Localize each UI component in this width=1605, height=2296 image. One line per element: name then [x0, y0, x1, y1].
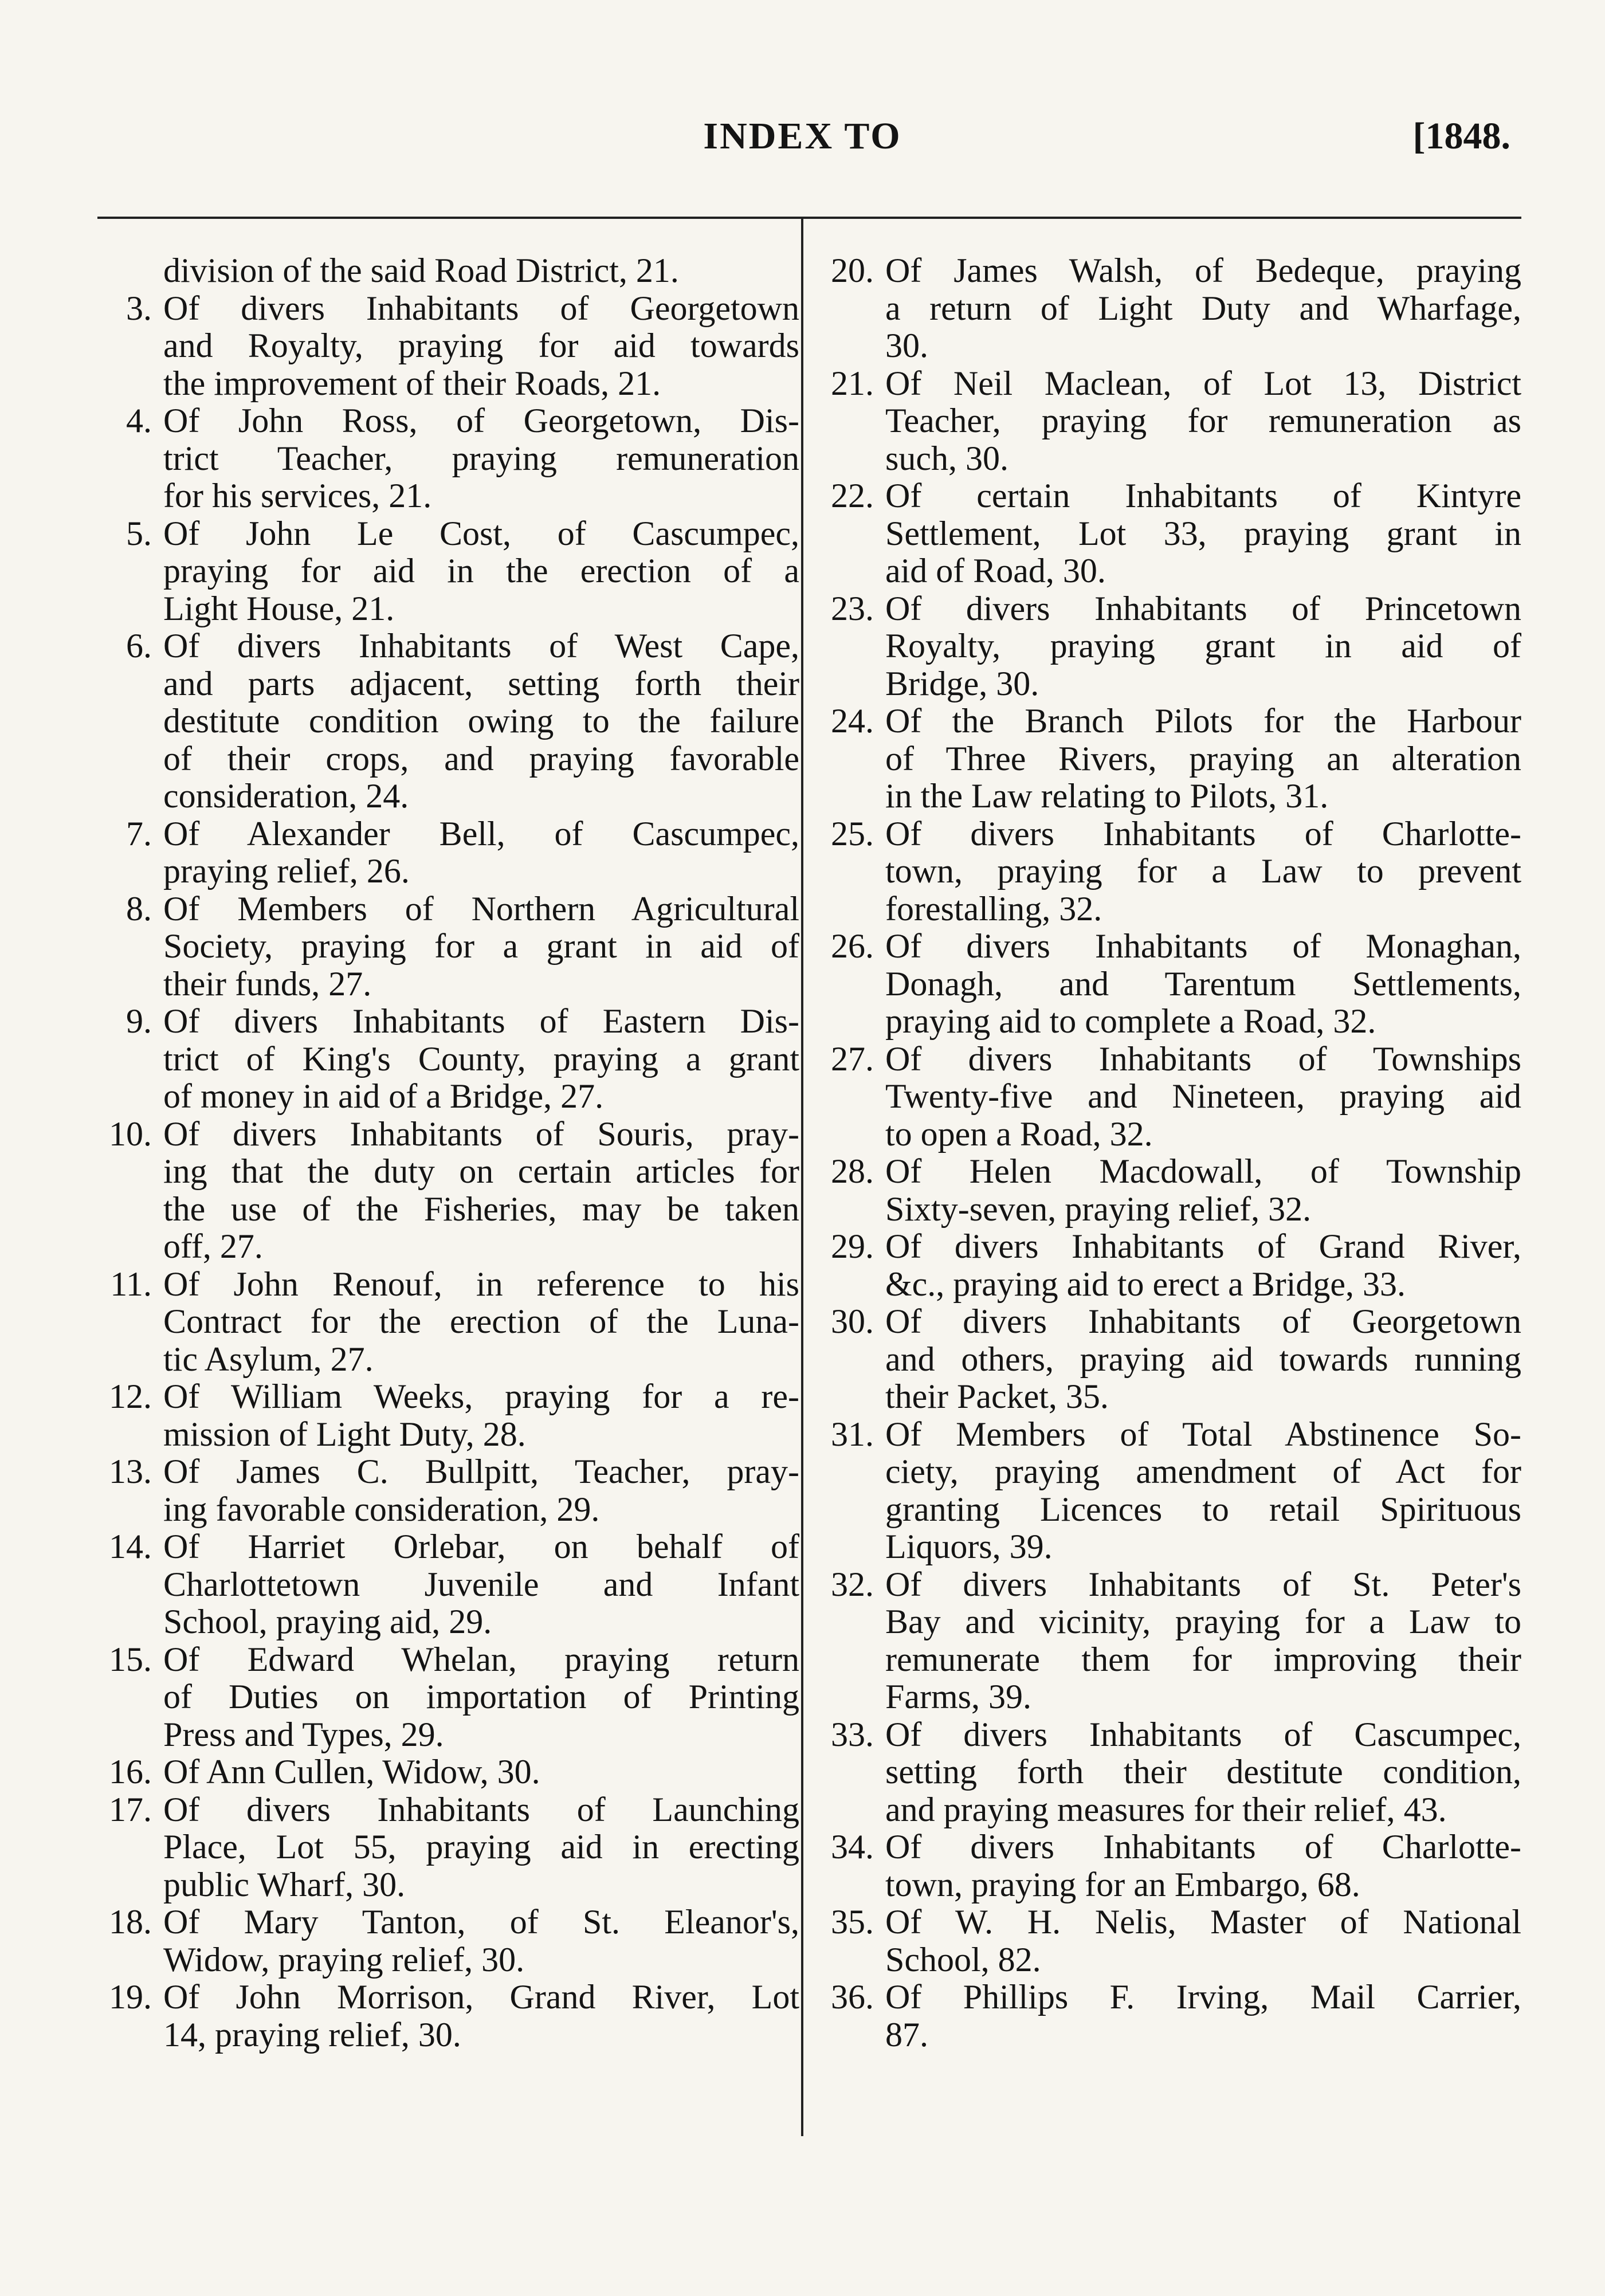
entry-line: ing that the duty on certain articles for [163, 1152, 799, 1190]
entry-line: for his services, 21. [163, 477, 432, 515]
entry-line: Of divers Inhabitants of Georgetown [885, 1302, 1521, 1340]
entry-line: the improvement of their Roads, 21. [163, 364, 661, 402]
entry-line: tic Asylum, 27. [163, 1340, 374, 1378]
entry-number: 15. [109, 1640, 152, 1678]
entry-line: Twenty-five and Nineteen, praying aid [885, 1077, 1521, 1115]
entry-number: 32. [831, 1565, 874, 1603]
entry-number: 19. [109, 1978, 152, 2016]
entry-number: 27. [831, 1039, 874, 1078]
index-entry [126, 289, 799, 403]
entry-line: their funds, 27. [163, 964, 372, 1003]
index-entry [831, 814, 1521, 928]
entry-line: Of Helen Macdowall, of Township [885, 1152, 1521, 1190]
entry-line: Of Members of Northern Agricultural [163, 889, 799, 928]
index-entry [831, 1828, 1521, 1903]
index-entry [831, 1978, 1521, 2054]
entry-number: 20. [831, 252, 874, 289]
entry-line: Of divers Inhabitants of Charlotte- [885, 814, 1521, 853]
index-entry [109, 1753, 799, 1791]
index-entry [109, 1978, 799, 2054]
entry-line: public Wharf, 30. [163, 1865, 406, 1903]
entry-line: Of divers Inhabitants of Grand River, [885, 1227, 1521, 1265]
entry-line: Of Harriet Orlebar, on behalf of [163, 1528, 799, 1565]
entry-number: 4. [126, 402, 152, 439]
entry-line: Bay and vicinity, praying for a Law to [885, 1603, 1521, 1640]
entry-number: 9. [126, 1002, 152, 1040]
entry-line: Of W. H. Nelis, Master of National [885, 1903, 1521, 1941]
entry-line: Of Phillips F. Irving, Mail Carrier, [885, 1978, 1521, 2016]
entry-line: Of John Le Cost, of Cascumpec, [163, 514, 799, 552]
entry-line: Of Alexander Bell, of Cascumpec, [163, 814, 799, 853]
entry-number: 3. [126, 289, 152, 327]
entry-line: Of divers Inhabitants of West Cape, [163, 627, 799, 665]
index-entry [109, 1790, 799, 1904]
index-entry [831, 589, 1521, 703]
continued-entry [163, 252, 799, 290]
index-entry [831, 252, 1521, 365]
index-entry [831, 1565, 1521, 1716]
entry-line: Of divers Inhabitants of Cascumpec, [885, 1715, 1521, 1753]
entry-line: setting forth their destitute condition, [885, 1753, 1521, 1791]
right-column [831, 252, 1521, 2054]
entry-number: 17. [109, 1790, 152, 1828]
entry-line: praying relief, 26. [163, 852, 410, 890]
entry-line: Liquors, 39. [885, 1528, 1053, 1565]
entry-number: 24. [831, 702, 874, 740]
entry-number: 14. [109, 1528, 152, 1565]
entry-line: Of divers Inhabitants of Princetown [885, 589, 1521, 627]
entry-number: 8. [126, 889, 152, 928]
entry-number: 25. [831, 814, 874, 853]
index-entry [831, 927, 1521, 1041]
page-header [0, 115, 1605, 166]
entry-line: Of William Weeks, praying for a re- [163, 1377, 799, 1415]
entry-number: 29. [831, 1227, 874, 1265]
entry-line: Of divers Inhabitants of Monaghan, [885, 927, 1521, 965]
entry-line: and parts adjacent, setting forth their [163, 664, 799, 702]
entry-number: 22. [831, 477, 874, 515]
entry-line: their Packet, 35. [885, 1377, 1109, 1415]
left-column [109, 252, 799, 2054]
entry-line: town, praying for an Embargo, 68. [885, 1865, 1360, 1903]
entry-line: trict of King's County, praying a grant [163, 1039, 799, 1078]
column-divider [801, 217, 803, 2136]
index-entry [831, 1903, 1521, 1979]
entry-line: to open a Road, 32. [885, 1114, 1153, 1153]
index-entry [831, 1302, 1521, 1416]
entry-line: Society, praying for a grant in aid of [163, 927, 799, 965]
entry-line: Donagh, and Tarentum Settlements, [885, 964, 1521, 1003]
entry-line: praying aid to complete a Road, 32. [885, 1002, 1376, 1040]
entry-line: off, 27. [163, 1227, 263, 1265]
entry-line: forestalling, 32. [885, 889, 1102, 928]
entry-number: 36. [831, 1978, 874, 2016]
entry-line: the use of the Fisheries, may be taken [163, 1190, 799, 1228]
index-entry [126, 514, 799, 628]
entry-line: Of Members of Total Abstinence So- [885, 1415, 1521, 1453]
entry-line: ciety, praying amendment of Act for [885, 1453, 1521, 1490]
entry-line: Of the Branch Pilots for the Harbour [885, 702, 1521, 740]
entry-line: a return of Light Duty and Wharfage, [885, 289, 1521, 327]
index-entry [109, 1453, 799, 1528]
page-title: INDEX TO [703, 115, 902, 157]
entry-line: Contract for the erection of the Luna- [163, 1302, 799, 1340]
entry-line: 14, praying relief, 30. [163, 2015, 461, 2054]
index-entry [109, 1640, 799, 1754]
entry-line: Place, Lot 55, praying aid in erecting [163, 1828, 799, 1866]
entry-number: 23. [831, 589, 874, 627]
index-entry [831, 1039, 1521, 1153]
entry-line: Teacher, praying for remuneration as [885, 402, 1521, 439]
entry-line: Press and Types, 29. [163, 1715, 444, 1753]
index-entry [110, 1265, 799, 1379]
entry-line: Of certain Inhabitants of Kintyre [885, 477, 1521, 515]
entry-number: 16. [109, 1753, 152, 1791]
entry-number: 26. [831, 927, 874, 965]
index-entry [126, 814, 799, 890]
entry-line: Of Ann Cullen, Widow, 30. [163, 1753, 540, 1791]
page-year: [1848. [1412, 115, 1510, 157]
entry-line: remunerate them for improving their [885, 1640, 1521, 1678]
entry-line: Of John Ross, of Georgetown, Dis- [163, 402, 799, 439]
entry-line: Of John Morrison, Grand River, Lot [163, 1978, 799, 2016]
entry-line: Of divers Inhabitants of Townships [885, 1039, 1521, 1078]
index-entry [109, 1903, 799, 1979]
entry-line: Farms, 39. [885, 1678, 1031, 1716]
entry-line: mission of Light Duty, 28. [163, 1415, 526, 1453]
index-entry [126, 402, 799, 515]
entry-line: granting Licences to retail Spirituous [885, 1490, 1521, 1528]
entry-line: Sixty-seven, praying relief, 32. [885, 1190, 1312, 1228]
index-entry [126, 889, 799, 1003]
index-entry [126, 1002, 799, 1116]
entry-line: Of James Walsh, of Bedeque, praying [885, 252, 1521, 289]
entry-line: &c., praying aid to erect a Bridge, 33. [885, 1265, 1406, 1303]
index-entry [109, 1377, 799, 1453]
entry-line: Of Mary Tanton, of St. Eleanor's, [163, 1903, 799, 1941]
entry-number: 10. [109, 1114, 152, 1153]
entry-line: division of the said Road District, 21. [163, 252, 679, 289]
entry-line: such, 30. [885, 439, 1008, 477]
entry-number: 5. [126, 514, 152, 552]
entry-line: of Duties on importation of Printing [163, 1678, 799, 1716]
index-entry [831, 1227, 1521, 1303]
index-entry [109, 1528, 799, 1641]
entry-line: Of divers Inhabitants of Charlotte- [885, 1828, 1521, 1866]
entry-line: Of divers Inhabitants of Souris, pray- [163, 1114, 799, 1153]
entry-number: 21. [831, 364, 874, 402]
entry-line: Widow, praying relief, 30. [163, 1940, 525, 1979]
entry-line: Light House, 21. [163, 589, 395, 627]
entry-number: 33. [831, 1715, 874, 1753]
entry-line: School, praying aid, 29. [163, 1603, 492, 1640]
entry-line: Of John Renouf, in reference to his [163, 1265, 799, 1303]
entry-line: Settlement, Lot 33, praying grant in [885, 514, 1521, 552]
entry-number: 31. [831, 1415, 874, 1453]
entry-line: 30. [885, 327, 928, 364]
entry-line: Of Edward Whelan, praying return [163, 1640, 799, 1678]
entry-line: ing favorable consideration, 29. [163, 1490, 600, 1528]
entry-line: 87. [885, 2015, 928, 2054]
entry-number: 28. [831, 1152, 874, 1190]
entry-number: 13. [109, 1453, 152, 1490]
header-rule [97, 217, 1521, 219]
entry-line: Of James C. Bullpitt, Teacher, pray- [163, 1453, 799, 1490]
entry-line: destitute condition owing to the failure [163, 702, 799, 740]
entry-line: Of divers Inhabitants of Georgetown [163, 289, 799, 327]
index-entry [831, 1415, 1521, 1566]
entry-number: 6. [126, 627, 152, 665]
index-entry [126, 627, 799, 815]
entry-number: 18. [109, 1903, 152, 1941]
index-entry [831, 477, 1521, 590]
entry-number: 11. [110, 1265, 152, 1303]
entry-line: praying for aid in the erection of a [163, 552, 799, 590]
index-entry [109, 1114, 799, 1266]
entry-line: and Royalty, praying for aid towards [163, 327, 799, 364]
entry-line: of their crops, and praying favorable [163, 739, 799, 778]
entry-line: School, 82. [885, 1940, 1041, 1979]
entry-number: 30. [831, 1302, 874, 1340]
entry-line: of Three Rivers, praying an alteration [885, 739, 1521, 778]
index-entry [831, 364, 1521, 478]
entry-line: trict Teacher, praying remuneration [163, 439, 799, 477]
entry-line: in the Law relating to Pilots, 31. [885, 777, 1329, 815]
entry-line: Of divers Inhabitants of Launching [163, 1790, 799, 1828]
entry-number: 35. [831, 1903, 874, 1941]
entry-line: Bridge, 30. [885, 664, 1039, 702]
index-entry [831, 1152, 1521, 1228]
entry-line: town, praying for a Law to prevent [885, 852, 1521, 890]
entry-line: Royalty, praying grant in aid of [885, 627, 1521, 665]
entry-line: Of divers Inhabitants of St. Peter's [885, 1565, 1521, 1603]
entry-line: and others, praying aid towards running [885, 1340, 1521, 1378]
entry-line: aid of Road, 30. [885, 552, 1106, 590]
entry-line: of money in aid of a Bridge, 27. [163, 1077, 604, 1115]
entry-line: Of divers Inhabitants of Eastern Dis- [163, 1002, 799, 1040]
entry-number: 34. [831, 1828, 874, 1866]
entry-number: 12. [109, 1377, 152, 1415]
entry-line: Of Neil Maclean, of Lot 13, District [885, 364, 1521, 402]
entry-number: 7. [126, 814, 152, 853]
entry-line: consideration, 24. [163, 777, 409, 815]
entry-line: and praying measures for their relief, 43. [885, 1790, 1447, 1828]
entry-line: Charlottetown Juvenile and Infant [163, 1565, 799, 1603]
index-entry [831, 702, 1521, 815]
index-entry [831, 1715, 1521, 1829]
